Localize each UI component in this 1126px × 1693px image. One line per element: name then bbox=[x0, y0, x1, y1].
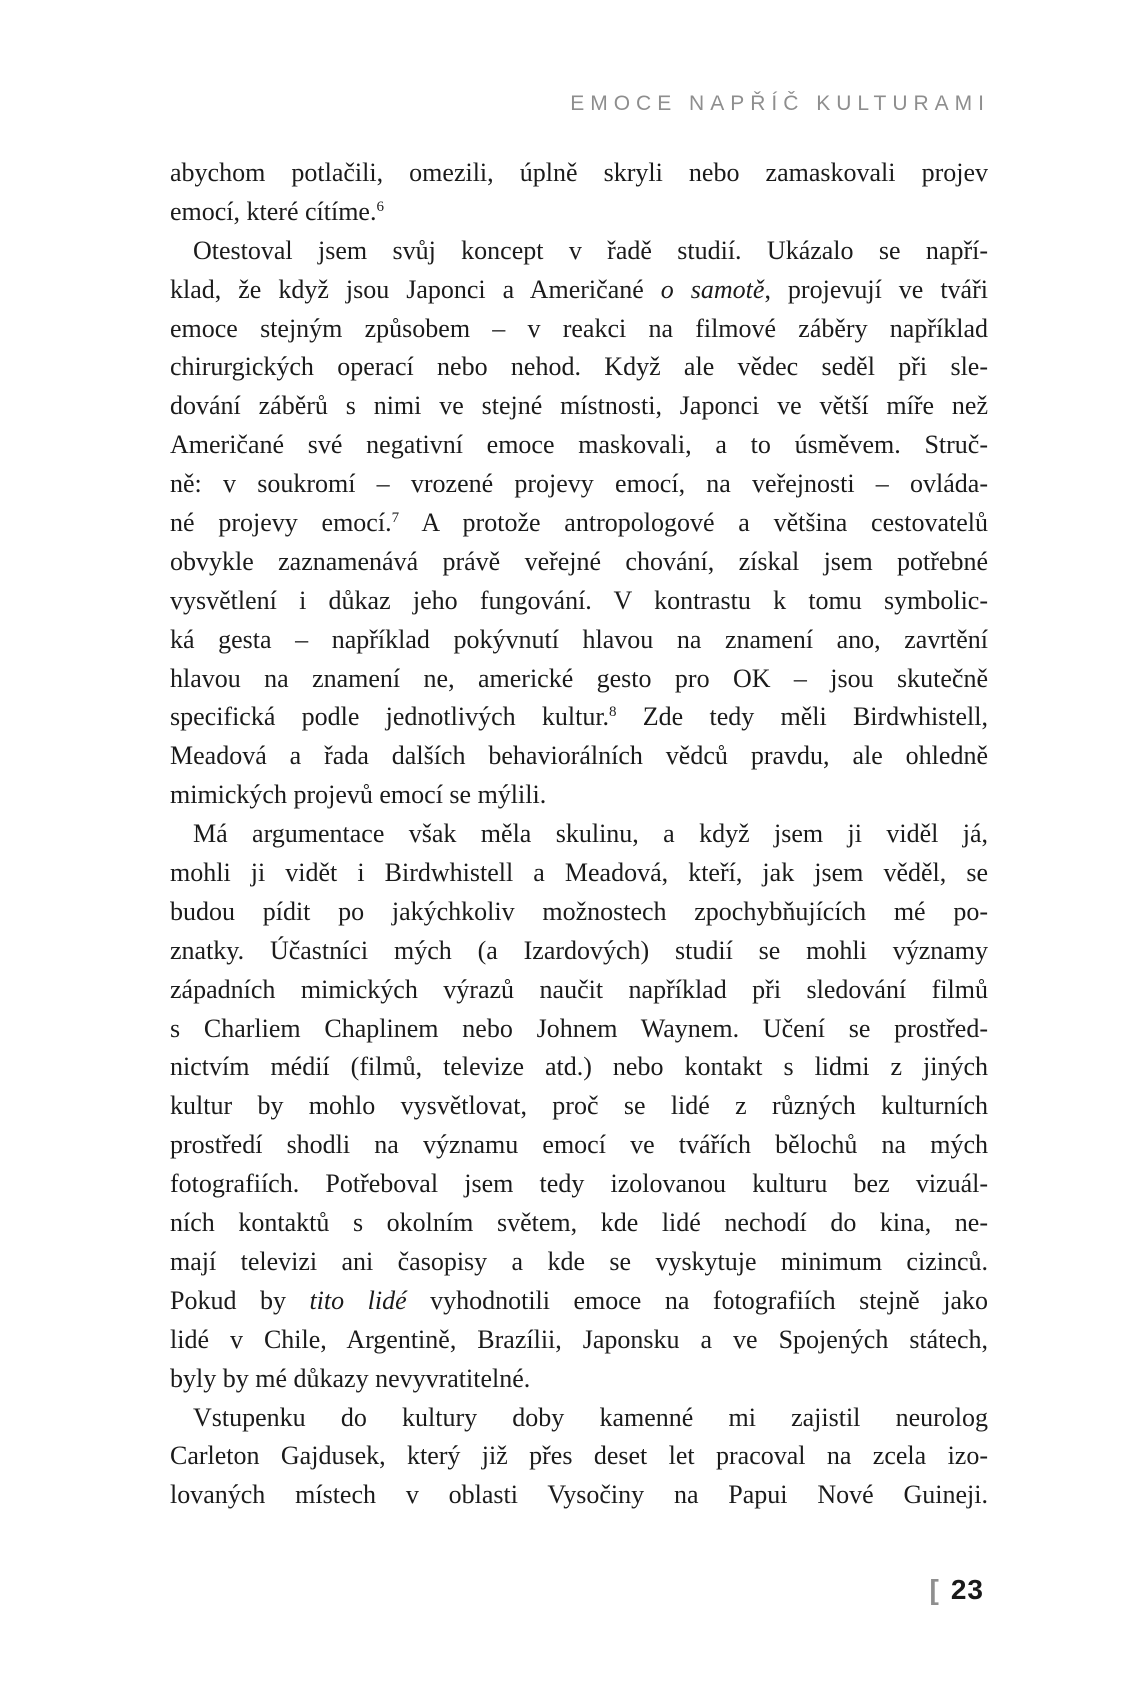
text-line bbox=[170, 1126, 988, 1165]
text-segment: emocí, které cítíme. bbox=[170, 196, 377, 226]
text-segment: lovaných místech v oblasti Vysočiny na Papui Nové Guineji. bbox=[170, 1480, 988, 1510]
text-segment: né projevy emocí. bbox=[170, 508, 392, 538]
text-segment: Meadová a řada dalších behaviorálních vědců pravdu, ale ohledně bbox=[170, 741, 988, 771]
text-line bbox=[170, 154, 988, 193]
text-line bbox=[170, 971, 988, 1010]
text-line bbox=[170, 271, 988, 310]
text-segment: obvykle zaznamenává právě veřejné chování, získal jsem potřebné bbox=[170, 546, 988, 576]
text-line bbox=[170, 1204, 988, 1243]
page-number bbox=[930, 1576, 984, 1604]
text-line bbox=[170, 854, 988, 893]
text-segment: Má argumentace však měla skulinu, a když jsem ji viděl já, bbox=[193, 819, 988, 849]
text-segment: nictvím médií (filmů, televize atd.) nebo kontakt s lidmi z jiných bbox=[170, 1052, 988, 1082]
text-segment: Otestoval jsem svůj koncept v řadě studií. Ukázalo se napří- bbox=[193, 235, 988, 265]
emphasized-text: o samotě bbox=[660, 274, 765, 304]
text-line bbox=[170, 660, 988, 699]
text-line bbox=[170, 1321, 988, 1360]
text-segment: kultur by mohlo vysvětlovat, proč se lidé z různých kulturních bbox=[170, 1091, 988, 1121]
text-segment: chirurgických operací nebo nehod. Když ale vědec seděl při sle- bbox=[170, 352, 988, 382]
text-segment: abychom potlačili, omezili, úplně skryli nebo zamaskovali projev bbox=[170, 158, 988, 187]
text-segment: západních mimických výrazů naučit například při sledování filmů bbox=[170, 974, 988, 1004]
text-segment: A protože antropologové a většina cestovatelů bbox=[399, 508, 988, 538]
text-segment: Carleton Gajdusek, který již přes deset let pracoval na zcela izo- bbox=[170, 1441, 988, 1471]
text-segment: ních kontaktů s okolním světem, kde lidé nechodí do kina, ne- bbox=[170, 1208, 988, 1238]
text-segment: byly by mé důkazy nevyvratitelné. bbox=[170, 1363, 531, 1393]
text-segment: prostředí shodli na významu emocí ve tvářích bělochů na mých bbox=[170, 1130, 988, 1160]
footnote-reference: 7 bbox=[391, 510, 400, 527]
running-header-title: EMOCE NAPŘÍČ KULTURAMI bbox=[570, 92, 990, 115]
emphasized-text: tito lidé bbox=[309, 1285, 407, 1315]
text-segment: emoce stejným způsobem – v reakci na filmové záběry například bbox=[170, 313, 988, 343]
text-line bbox=[170, 698, 988, 737]
text-line bbox=[170, 426, 988, 465]
text-line bbox=[170, 776, 988, 815]
text-segment: dování záběrů s nimi ve stejné místnosti, Japonci ve větší míře než bbox=[170, 391, 988, 421]
footnote-reference: 8 bbox=[609, 704, 617, 721]
text-segment: Pokud by bbox=[170, 1285, 310, 1315]
text-line bbox=[170, 232, 988, 271]
text-segment: ně: v soukromí – vrozené projevy emocí, na veřejnosti – ovláda- bbox=[170, 469, 988, 499]
text-line bbox=[170, 543, 988, 582]
text-line bbox=[170, 465, 988, 504]
text-segment: s Charliem Chaplinem nebo Johnem Waynem. Učení se prostřed- bbox=[170, 1013, 988, 1043]
body-text bbox=[170, 154, 988, 1515]
text-line bbox=[170, 1048, 988, 1087]
footnote-reference: 6 bbox=[376, 198, 384, 215]
text-line bbox=[170, 932, 988, 971]
text-segment: budou pídit po jakýchkoliv možnostech zpochybňujících mé po- bbox=[170, 896, 988, 926]
text-segment: hlavou na znamení ne, americké gesto pro OK – jsou skutečně bbox=[170, 663, 988, 693]
text-line bbox=[170, 1243, 988, 1282]
text-segment: mají televizi ani časopisy a kde se vyskytuje minimum cizinců. bbox=[170, 1246, 988, 1276]
text-segment: mohli ji vidět i Birdwhistell a Meadová, kteří, jak jsem věděl, se bbox=[170, 858, 988, 888]
text-line bbox=[170, 582, 988, 621]
text-segment: Američané své negativní emoce maskovali, a to úsměvem. Struč- bbox=[170, 430, 988, 460]
text-segment: klad, že když jsou Japonci a Američané bbox=[170, 274, 661, 304]
text-segment: , projevují ve tváři bbox=[764, 274, 988, 304]
text-segment: znatky. Účastníci mých (a Izardových) studií se mohli významy bbox=[170, 935, 988, 965]
text-line bbox=[170, 1476, 988, 1515]
text-line bbox=[170, 1165, 988, 1204]
text-segment: vyhodnotili emoce na fotografiích stejně jako bbox=[406, 1285, 988, 1315]
text-segment: Zde tedy měli Birdwhistell, bbox=[616, 702, 988, 732]
text-line bbox=[170, 387, 988, 426]
page-number-value: 23 bbox=[950, 1574, 984, 1605]
text-segment: Vstupenku do kultury doby kamenné mi zajistil neurolog bbox=[193, 1402, 988, 1432]
text-line bbox=[170, 348, 988, 387]
text-line bbox=[170, 1087, 988, 1126]
text-line bbox=[170, 193, 988, 232]
text-segment: specifická podle jednotlivých kultur. bbox=[170, 702, 610, 732]
text-line bbox=[170, 1437, 988, 1476]
text-segment: fotografiích. Potřeboval jsem tedy izolovanou kulturu bez vizuál- bbox=[170, 1169, 988, 1199]
text-line bbox=[170, 1010, 988, 1049]
text-line bbox=[170, 1399, 988, 1438]
text-line bbox=[170, 893, 988, 932]
text-segment: ká gesta – například pokývnutí hlavou na znamení ano, zavrtění bbox=[170, 624, 988, 654]
text-line bbox=[170, 310, 988, 349]
text-segment: mimických projevů emocí se mýlili. bbox=[170, 780, 547, 810]
text-segment: vysvětlení i důkaz jeho fungování. V kontrastu k tomu symbolic- bbox=[170, 585, 988, 615]
text-line bbox=[170, 1282, 988, 1321]
page-number-bracket: [ bbox=[929, 1574, 939, 1605]
text-line bbox=[170, 815, 988, 854]
text-line bbox=[170, 1360, 988, 1399]
text-segment: lidé v Chile, Argentině, Brazílii, Japonsku a ve Spojených státech, bbox=[170, 1324, 988, 1354]
text-line bbox=[170, 737, 988, 776]
text-line bbox=[170, 504, 988, 543]
text-line bbox=[170, 621, 988, 660]
